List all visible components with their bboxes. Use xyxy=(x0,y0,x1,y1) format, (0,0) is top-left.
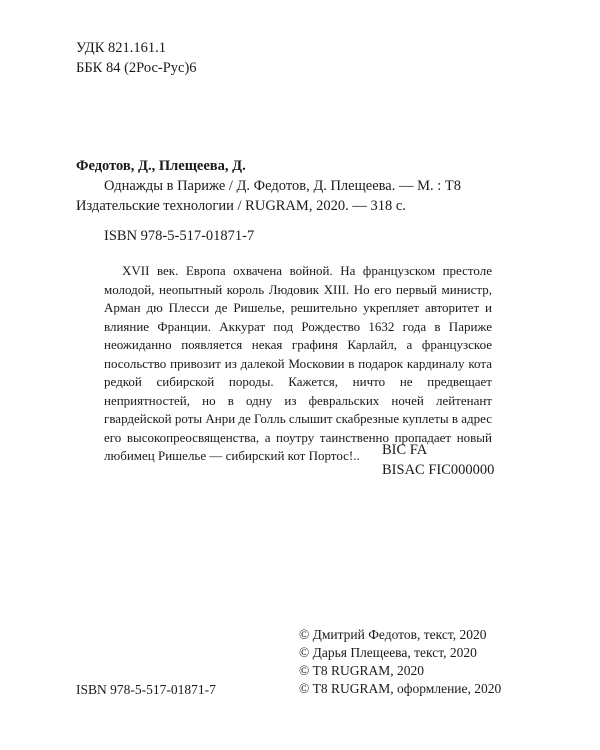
isbn-bottom: ISBN 978-5-517-01871-7 xyxy=(76,682,216,697)
isbn-top: ISBN 978-5-517-01871-7 xyxy=(104,228,255,244)
udk-code: УДК 821.161.1 xyxy=(76,40,166,56)
bibliographic-description xyxy=(76,176,504,216)
copyright-line: © Дмитрий Федотов, текст, 2020 xyxy=(299,627,487,642)
authors-heading: Федотов, Д., Плещеева, Д. xyxy=(76,158,246,174)
bic-code: BIC FA xyxy=(382,442,428,458)
copyright-line: © Т8 RUGRAM, 2020 xyxy=(299,663,425,678)
bbk-code: ББК 84 (2Рос-Рус)6 xyxy=(76,60,197,76)
copyright-line: © Т8 RUGRAM, оформление, 2020 xyxy=(299,681,502,696)
annotation xyxy=(104,262,492,466)
annotation-text: XVII век. Европа охвачена войной. На французском престоле молодой, неопытный король Людовик XIII. Но его первый министр, Арман дю Плесси де Ришелье, решительно укрепляет авторитет и влияние Франции. Аккурат под Рождество 1632 года в Париже неожиданно появляется некая графиня Карлайл, а французское посольство привозит из далекой Московии в подарок кардиналу кота редкой сибирской породы. Кажется, ничто не предвещает неприятностей, но в одну из февральских ночей лейтенант гвардейской роты Анри де Голль слышит скабрезные куплеты в адрес его высокопреосвященства, а поутру таинственно пропадает новый любимец Ришелье — сибирский кот Портос!.. xyxy=(104,263,492,463)
bibliographic-line-1: Однажды в Париже / Д. Федотов, Д. Плещеева. — М. : Т8 xyxy=(104,178,462,194)
copyright-line: © Дарья Плещеева, текст, 2020 xyxy=(299,645,477,660)
bisac-code: BISAC FIC000000 xyxy=(382,462,495,478)
copyright-notices xyxy=(299,626,501,698)
bibliographic-line-2: Издательские технологии / RUGRAM, 2020. — 318 с. xyxy=(76,198,406,214)
